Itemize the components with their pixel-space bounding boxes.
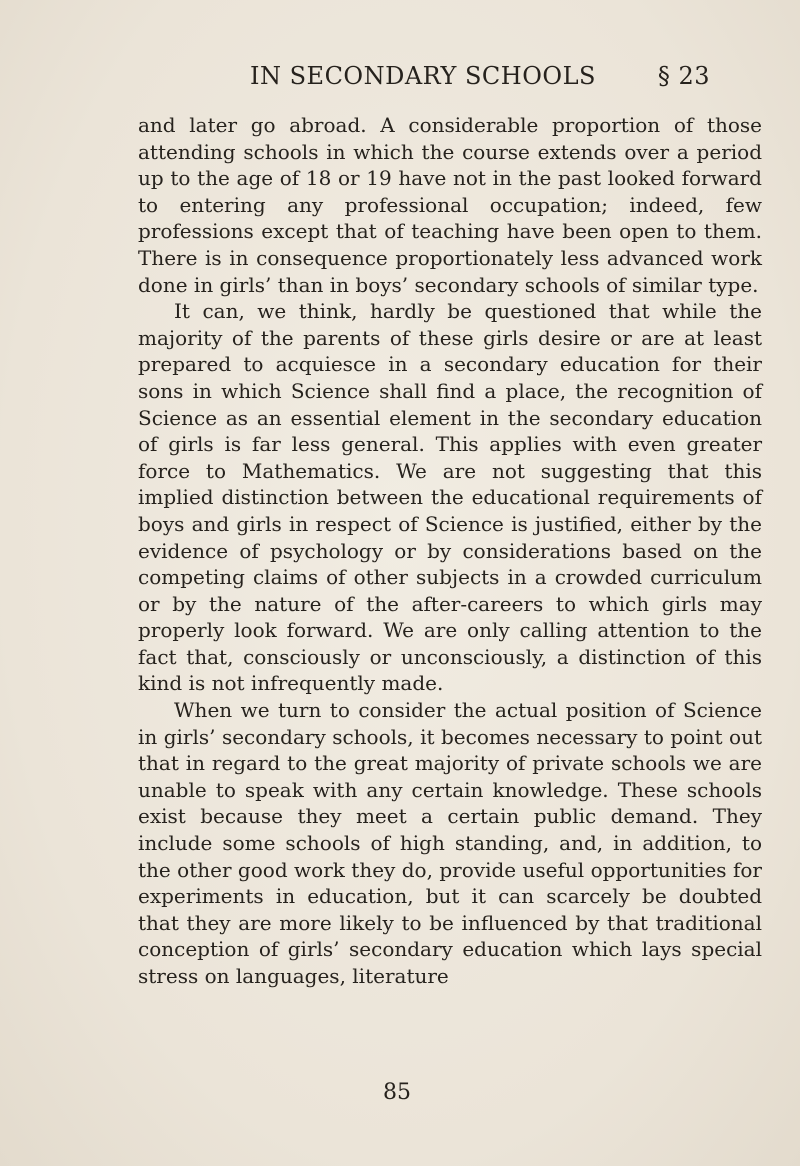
paragraph-2: It can, we think, hardly be questioned that while the majority of the parents of these girls desire or are at least prepared to acquiesce in a secondary education for their sons in which Science shall find a place, the recognition of Science as an essential element in the secondary education of girls is far less general. This applies with even greater force to Mathematics. We are not suggesting that this implied distinction between the educational requirements of boys and girls in respect of Science is justified, either by the evidence of psychology or by considerations based on the competing claims of other subjects in a crowded curriculum or by the nature of the after-careers to which girls may properly look forward. We are only calling attention to the fact that, consciously or unconsciously, a distinction of this kind is not infrequently made. [138,299,762,696]
page-number: 85 [383,1080,411,1105]
paragraph-1: and later go abroad. A considerable proportion of those attending schools in which the course extends over a period up to the age of 18 or 19 have not in the past looked forward to entering any professional occupation; indeed, few professions except that of teaching have been open to them. There is in consequence proportionately less advanced work done in girls’ than in boys’ secondary schools of similar type. [138,113,762,297]
paragraph-3: When we turn to consider the actual position of Science in girls’ secondary schools, it becomes necessary to point out that in regard to the great majority of private schools we are unable to speak with any certain knowledge. These schools exist because they meet a certain public demand. They include some schools of high standing, and, in addition, to the other good work they do, provide useful opportunities for experiments in education, but it can scarcely be doubted that they are more likely to be influenced by that traditional conception of girls’ secondary education which lays special stress on languages, literature [138,698,762,988]
page-header [250,62,710,96]
running-head: IN SECONDARY SCHOOLS [250,62,596,90]
body-text [138,112,762,990]
section-number: § 23 [657,62,710,90]
